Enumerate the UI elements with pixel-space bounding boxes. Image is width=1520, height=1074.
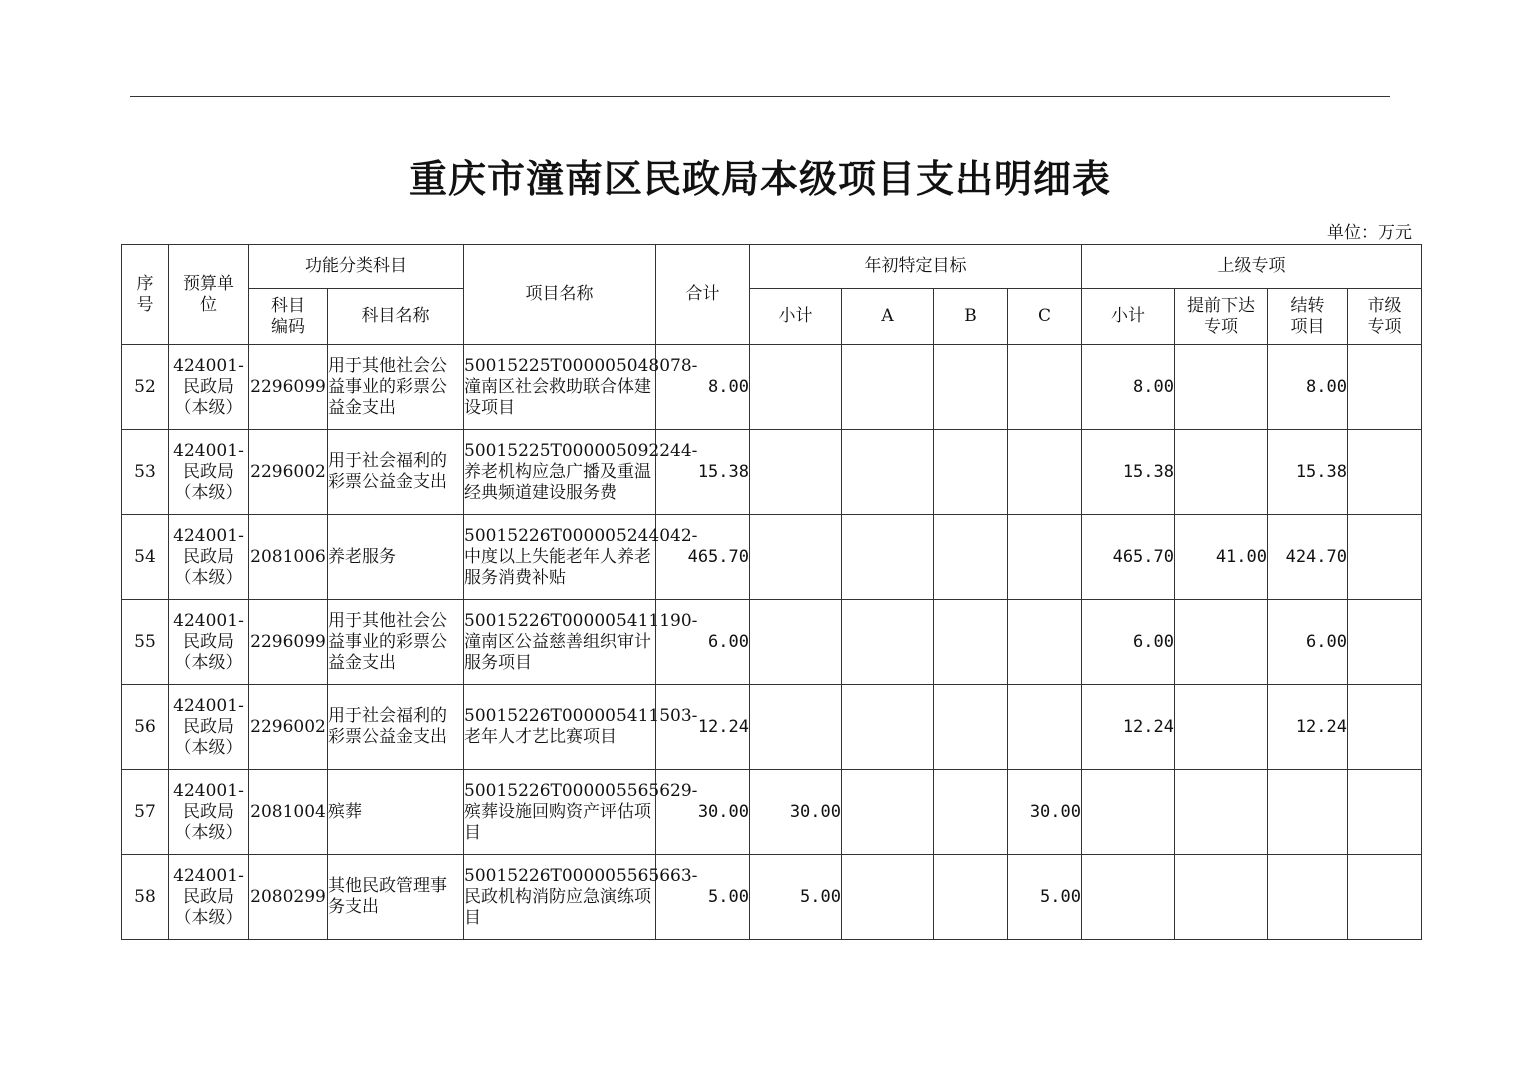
row-target-c-cell — [1008, 600, 1082, 685]
header-special-subtotal: 小计 — [1082, 289, 1175, 345]
row-target-c-cell — [1008, 345, 1082, 430]
row-project-name-cell: 50015225T000005092244-养老机构应急广播及重温经典频道建设服务费 — [464, 430, 656, 515]
table-row — [122, 855, 1422, 940]
row-subject-code-cell: 2296099 — [249, 600, 328, 685]
header-budget-unit: 预算单位 — [169, 245, 249, 345]
table-row — [122, 770, 1422, 855]
row-special-subtotal-cell — [1082, 855, 1175, 940]
row-budget-unit-cell — [169, 600, 249, 685]
row-special-city-cell — [1348, 600, 1422, 685]
budget-unit-name: 民政局 — [183, 801, 234, 822]
row-subject-name-cell: 用于社会福利的彩票公益金支出 — [328, 430, 464, 515]
row-total-cell: 5.00 — [656, 855, 750, 940]
header-project-name: 项目名称 — [464, 245, 656, 345]
row-target-b-cell — [934, 345, 1008, 430]
row-target-a-cell — [842, 430, 934, 515]
budget-unit-name: 民政局 — [183, 886, 234, 907]
row-special-advance-cell — [1175, 600, 1268, 685]
header-target-b: B — [934, 289, 1008, 345]
header-func-class: 功能分类科目 — [249, 245, 464, 289]
row-special-carry-cell: 424.70 — [1268, 515, 1348, 600]
header-special-advance: 提前下达专项 — [1175, 289, 1268, 345]
table-row — [122, 430, 1422, 515]
budget-unit-name: 民政局 — [183, 631, 234, 652]
budget-unit-level: （本级） — [174, 482, 243, 503]
row-target-a-cell — [842, 600, 934, 685]
row-target-a-cell — [842, 345, 934, 430]
row-special-carry-cell: 12.24 — [1268, 685, 1348, 770]
row-seq-cell: 53 — [122, 430, 169, 515]
row-budget-unit-cell — [169, 345, 249, 430]
row-special-carry-cell — [1268, 770, 1348, 855]
header-seq: 序号 — [122, 245, 169, 345]
row-budget-unit-cell — [169, 515, 249, 600]
row-subject-code-cell: 2296099 — [249, 345, 328, 430]
row-subject-code-cell: 2081006 — [249, 515, 328, 600]
header-special-carry: 结转项目 — [1268, 289, 1348, 345]
budget-unit-level: （本级） — [174, 652, 243, 673]
row-special-city-cell — [1348, 770, 1422, 855]
budget-unit-code: 424001- — [173, 440, 244, 461]
row-target-a-cell — [842, 855, 934, 940]
header-target-group: 年初特定目标 — [750, 245, 1082, 289]
row-target-c-cell — [1008, 430, 1082, 515]
table-row — [122, 345, 1422, 430]
row-special-city-cell — [1348, 430, 1422, 515]
row-total-cell: 465.70 — [656, 515, 750, 600]
row-special-city-cell — [1348, 345, 1422, 430]
header-subject-name: 科目名称 — [328, 289, 464, 345]
unit-label: 单位：万元 — [1327, 223, 1412, 243]
budget-unit-code: 424001- — [173, 525, 244, 546]
row-budget-unit-cell — [169, 855, 249, 940]
table-row — [122, 685, 1422, 770]
row-target-c-cell: 30.00 — [1008, 770, 1082, 855]
budget-unit-level: （本级） — [174, 822, 243, 843]
row-total-cell: 8.00 — [656, 345, 750, 430]
table-row — [122, 600, 1422, 685]
row-project-name-cell: 50015226T000005565629-殡葬设施回购资产评估项目 — [464, 770, 656, 855]
row-special-advance-cell — [1175, 345, 1268, 430]
header-total: 合计 — [656, 245, 750, 345]
header-subject-code: 科目编码 — [249, 289, 328, 345]
row-special-subtotal-cell: 15.38 — [1082, 430, 1175, 515]
row-target-a-cell — [842, 770, 934, 855]
row-special-subtotal-cell: 465.70 — [1082, 515, 1175, 600]
budget-unit-code: 424001- — [173, 355, 244, 376]
row-target-subtotal-cell — [750, 600, 842, 685]
row-special-advance-cell — [1175, 685, 1268, 770]
row-total-cell: 12.24 — [656, 685, 750, 770]
row-target-subtotal-cell — [750, 685, 842, 770]
row-target-b-cell — [934, 430, 1008, 515]
row-subject-name-cell: 用于其他社会公益事业的彩票公益金支出 — [328, 600, 464, 685]
header-rule — [130, 96, 1390, 97]
row-subject-name-cell: 其他民政管理事务支出 — [328, 855, 464, 940]
budget-unit-code: 424001- — [173, 865, 244, 886]
row-total-cell: 30.00 — [656, 770, 750, 855]
row-total-cell: 6.00 — [656, 600, 750, 685]
row-target-b-cell — [934, 855, 1008, 940]
budget-unit-level: （本级） — [174, 397, 243, 418]
row-special-subtotal-cell: 8.00 — [1082, 345, 1175, 430]
row-special-advance-cell — [1175, 855, 1268, 940]
row-project-name-cell: 50015226T000005411503-老年人才艺比赛项目 — [464, 685, 656, 770]
budget-unit-level: （本级） — [174, 907, 243, 928]
budget-unit-name: 民政局 — [183, 376, 234, 397]
page-title: 重庆市潼南区民政局本级项目支出明细表 — [408, 156, 1111, 201]
row-special-advance-cell — [1175, 430, 1268, 515]
expense-detail-table — [121, 244, 1422, 940]
row-target-subtotal-cell — [750, 345, 842, 430]
row-special-carry-cell — [1268, 855, 1348, 940]
row-seq-cell: 58 — [122, 855, 169, 940]
row-seq-cell: 56 — [122, 685, 169, 770]
row-special-advance-cell: 41.00 — [1175, 515, 1268, 600]
row-special-carry-cell: 8.00 — [1268, 345, 1348, 430]
table-row — [122, 515, 1422, 600]
row-budget-unit-cell — [169, 770, 249, 855]
row-special-city-cell — [1348, 855, 1422, 940]
budget-unit-level: （本级） — [174, 567, 243, 588]
row-seq-cell: 52 — [122, 345, 169, 430]
row-target-c-cell — [1008, 685, 1082, 770]
row-subject-name-cell: 养老服务 — [328, 515, 464, 600]
header-special-group: 上级专项 — [1082, 245, 1422, 289]
row-total-cell: 15.38 — [656, 430, 750, 515]
header-special-city: 市级专项 — [1348, 289, 1422, 345]
budget-unit-code: 424001- — [173, 610, 244, 631]
row-special-subtotal-cell: 12.24 — [1082, 685, 1175, 770]
row-target-c-cell — [1008, 515, 1082, 600]
budget-unit-code: 424001- — [173, 695, 244, 716]
row-target-a-cell — [842, 515, 934, 600]
header-target-subtotal: 小计 — [750, 289, 842, 345]
row-seq-cell: 55 — [122, 600, 169, 685]
row-subject-name-cell: 用于其他社会公益事业的彩票公益金支出 — [328, 345, 464, 430]
row-budget-unit-cell — [169, 685, 249, 770]
row-target-c-cell: 5.00 — [1008, 855, 1082, 940]
row-target-b-cell — [934, 600, 1008, 685]
budget-unit-level: （本级） — [174, 737, 243, 758]
budget-unit-name: 民政局 — [183, 716, 234, 737]
row-subject-name-cell: 用于社会福利的彩票公益金支出 — [328, 685, 464, 770]
row-target-b-cell — [934, 515, 1008, 600]
row-target-subtotal-cell: 5.00 — [750, 855, 842, 940]
row-project-name-cell: 50015226T000005411190-潼南区公益慈善组织审计服务项目 — [464, 600, 656, 685]
row-subject-code-cell: 2296002 — [249, 685, 328, 770]
row-special-carry-cell: 15.38 — [1268, 430, 1348, 515]
row-seq-cell: 54 — [122, 515, 169, 600]
row-special-city-cell — [1348, 685, 1422, 770]
row-target-b-cell — [934, 685, 1008, 770]
row-subject-code-cell: 2296002 — [249, 430, 328, 515]
row-target-subtotal-cell — [750, 515, 842, 600]
header-target-c: C — [1008, 289, 1082, 345]
budget-unit-code: 424001- — [173, 780, 244, 801]
budget-unit-name: 民政局 — [183, 546, 234, 567]
row-subject-name-cell: 殡葬 — [328, 770, 464, 855]
row-project-name-cell: 50015226T000005244042-中度以上失能老年人养老服务消费补贴 — [464, 515, 656, 600]
row-special-advance-cell — [1175, 770, 1268, 855]
row-project-name-cell: 50015226T000005565663-民政机构消防应急演练项目 — [464, 855, 656, 940]
row-subject-code-cell: 2080299 — [249, 855, 328, 940]
row-special-subtotal-cell — [1082, 770, 1175, 855]
row-target-b-cell — [934, 770, 1008, 855]
row-project-name-cell: 50015225T000005048078-潼南区社会救助联合体建设项目 — [464, 345, 656, 430]
row-special-subtotal-cell: 6.00 — [1082, 600, 1175, 685]
row-target-subtotal-cell — [750, 430, 842, 515]
row-special-carry-cell: 6.00 — [1268, 600, 1348, 685]
budget-unit-name: 民政局 — [183, 461, 234, 482]
row-target-subtotal-cell: 30.00 — [750, 770, 842, 855]
row-budget-unit-cell — [169, 430, 249, 515]
header-target-a: A — [842, 289, 934, 345]
row-seq-cell: 57 — [122, 770, 169, 855]
row-target-a-cell — [842, 685, 934, 770]
row-special-city-cell — [1348, 515, 1422, 600]
row-subject-code-cell: 2081004 — [249, 770, 328, 855]
